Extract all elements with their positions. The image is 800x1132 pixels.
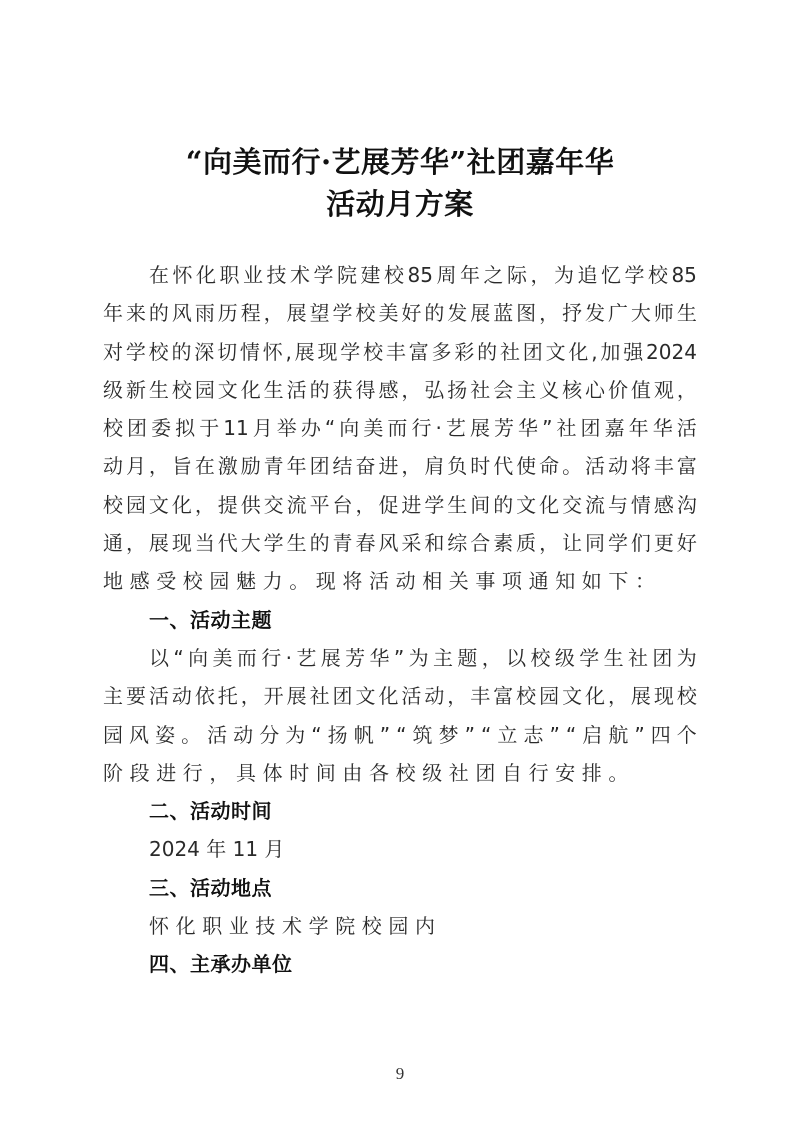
section-line: 以 “ 向 美 而 行 · 艺 展 芳 华 ” 为 主 题 ， 以 校 级 学 生 社 团 为 <box>149 645 697 670</box>
intro-line: 通 ， 展 现 当 代 大 学 生 的 青 春 风 采 和 综 合 素 质 ， 让 同 学 们 更 好 <box>103 531 697 556</box>
intro-line: 校 团 委 拟 于 11 月 举 办 “ 向 美 而 行 · 艺 展 芳 华 ” 社 团 嘉 年 华 活 <box>103 416 697 441</box>
section-line: 阶段进行，具体时间由各校级社团自行安排。 <box>103 760 635 785</box>
section-heading-location: 三、活动地点 <box>149 875 272 900</box>
intro-line: 级 新 生 校 园 文 化 生 活 的 获 得 感 ， 弘 扬 社 会 主 义 核 心 价 值 观 ， <box>103 377 697 402</box>
section-heading-theme: 一、活动主题 <box>149 607 272 632</box>
section-heading-organizers: 四、主承办单位 <box>149 952 293 977</box>
intro-line: 地感受校园魅力。现将活动相关事项通知如下： <box>103 569 662 594</box>
section-heading-time: 二、活动时间 <box>149 799 272 824</box>
intro-line: 在 怀 化 职 业 技 术 学 院 建 校 85 周 年 之 际 ， 为 追 忆 学 校 85 <box>149 263 697 287</box>
intro-line: 年 来 的 风 雨 历 程 ， 展 望 学 校 美 好 的 发 展 蓝 图 ， 抒 发 广 大 师 生 <box>103 301 697 326</box>
activity-location: 怀化职业技术学院校园内 <box>149 914 442 939</box>
intro-line: 动 月 ， 旨 在 激 励 青 年 团 结 奋 进 ， 肩 负 时 代 使 命 。 活 动 将 丰 富 <box>103 454 697 479</box>
activity-time: 2024 年 11 月 <box>149 837 285 862</box>
section-line: 园 风 姿 。 活 动 分 为 “ 扬 帆 ” “ 筑 梦 ” “ 立 志 ” “ 启 航 ” 四 个 <box>103 722 697 747</box>
section-line: 主 要 活 动 依 托 ， 开 展 社 团 文 化 活 动 ， 丰 富 校 园 文 化 ， 展 现 校 <box>103 684 697 709</box>
document-subtitle: 活动月方案 <box>326 187 474 221</box>
intro-line: 对 学 校 的 深 切 情 怀 , 展 现 学 校 丰 富 多 彩 的 社 团 文 化 , 加 强 2024 <box>103 339 697 364</box>
document-body <box>103 256 703 984</box>
page-number: 9 <box>395 1064 405 1083</box>
document-title: “向美而行·艺展芳华”社团嘉年华 <box>185 145 615 179</box>
intro-line: 校 园 文 化 ， 提 供 交 流 平 台 ， 促 进 学 生 间 的 文 化 交 流 与 情 感 沟 <box>103 492 697 517</box>
